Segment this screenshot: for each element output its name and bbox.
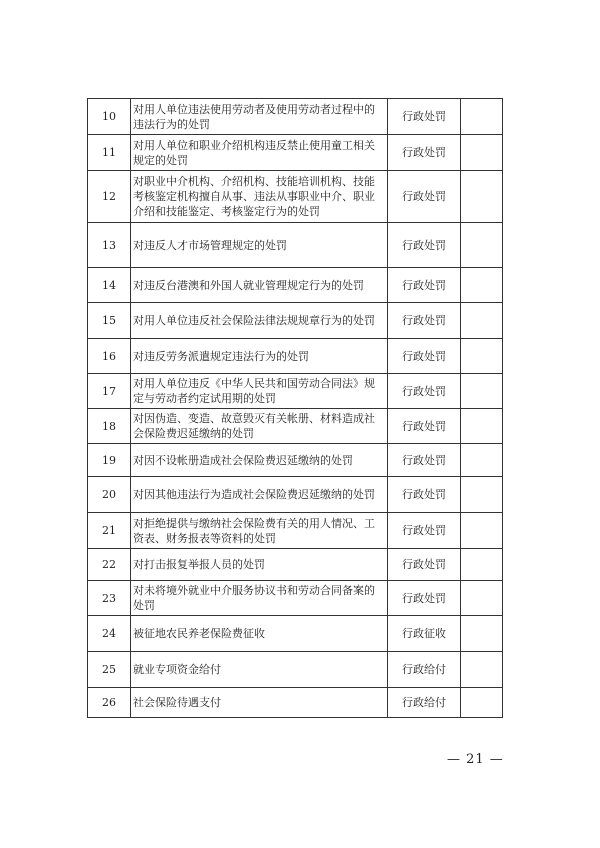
row-empty-cell: [461, 549, 503, 581]
row-empty-cell: [461, 444, 503, 477]
table-row: [88, 374, 503, 409]
row-item-text: 对因不设帐册造成社会保险费迟延缴纳的处罚: [133, 453, 353, 467]
row-number: 13: [88, 223, 131, 268]
row-empty-cell: [461, 513, 503, 549]
row-empty-cell: [461, 268, 503, 303]
row-number: 22: [88, 549, 131, 581]
row-empty-cell: [461, 616, 503, 652]
row-item-cell: [131, 374, 388, 409]
row-item-cell: [131, 581, 388, 616]
row-item-text: 对打击报复举报人员的处罚: [133, 558, 265, 571]
row-empty-cell: [461, 303, 503, 339]
row-type: 行政处罚: [388, 303, 461, 339]
row-item-text: 对用人单位违反社会保险法律法规规章行为的处罚: [133, 314, 375, 327]
table-row: [88, 223, 503, 268]
row-item-cell: [131, 339, 388, 374]
row-empty-cell: [461, 688, 503, 718]
row-item-cell: [131, 444, 388, 477]
row-item-cell: [131, 223, 388, 268]
row-empty-cell: [461, 339, 503, 374]
row-type: 行政处罚: [388, 339, 461, 374]
row-item-text: 对违反劳务派遣规定违法行为的处罚: [133, 349, 309, 363]
row-number: 21: [88, 513, 131, 549]
row-number: 26: [88, 688, 131, 718]
row-type: 行政处罚: [388, 444, 461, 477]
row-item-cell: [131, 477, 388, 513]
row-empty-cell: [461, 409, 503, 444]
row-item-text: 对因其他违法行为造成社会保险费迟延缴纳的处罚: [133, 488, 375, 501]
row-empty-cell: [461, 581, 503, 616]
row-item-text: 就业专项资金给付: [133, 663, 221, 676]
table-row: [88, 135, 503, 171]
row-type: 行政给付: [388, 652, 461, 688]
row-item-text: 对用人单位违法使用劳动者及使用劳动者过程中的违法行为的处罚: [133, 102, 375, 131]
row-number: 11: [88, 135, 131, 171]
row-empty-cell: [461, 135, 503, 171]
row-number: 14: [88, 268, 131, 303]
row-type: 行政处罚: [388, 268, 461, 303]
row-item-text: 社会保险待遇支付: [133, 696, 221, 709]
row-number: 17: [88, 374, 131, 409]
row-type: 行政处罚: [388, 477, 461, 513]
row-item-cell: [131, 652, 388, 688]
row-item-text: 对违反人才市场管理规定的处罚: [133, 238, 287, 252]
row-item-text: 被征地农民养老保险费征收: [133, 627, 265, 640]
row-item-text: 对因伪造、变造、故意毁灭有关帐册、材料造成社会保险费迟延缴纳的处罚: [133, 412, 375, 440]
row-empty-cell: [461, 171, 503, 223]
row-type: 行政处罚: [388, 581, 461, 616]
row-type: 行政处罚: [388, 171, 461, 223]
row-empty-cell: [461, 374, 503, 409]
row-item-cell: [131, 549, 388, 581]
row-item-cell: [131, 268, 388, 303]
table-row: [88, 409, 503, 444]
row-item-cell: [131, 303, 388, 339]
row-empty-cell: [461, 223, 503, 268]
table-row: [88, 616, 503, 652]
row-number: 15: [88, 303, 131, 339]
row-empty-cell: [461, 99, 503, 135]
table-row: [88, 549, 503, 581]
row-item-cell: [131, 616, 388, 652]
table-row: [88, 303, 503, 339]
row-number: 24: [88, 616, 131, 652]
row-type: 行政给付: [388, 688, 461, 718]
table-row: [88, 339, 503, 374]
row-item-text: 对用人单位违反《中华人民共和国劳动合同法》规定与劳动者约定试用期的处罚: [133, 377, 375, 405]
row-type: 行政处罚: [388, 409, 461, 444]
row-number: 12: [88, 171, 131, 223]
row-empty-cell: [461, 477, 503, 513]
table-row: [88, 99, 503, 135]
item-list-table: [87, 98, 503, 718]
row-item-text: 对拒绝提供与缴纳社会保险费有关的用人情况、工资表、财务报表等资料的处罚: [133, 516, 375, 545]
row-type: 行政征收: [388, 616, 461, 652]
table-body: [88, 99, 503, 718]
row-item-cell: [131, 513, 388, 549]
row-type: 行政处罚: [388, 549, 461, 581]
row-number: 19: [88, 444, 131, 477]
row-type: 行政处罚: [388, 374, 461, 409]
table-row: [88, 688, 503, 718]
row-item-text: 对用人单位和职业介绍机构违反禁止使用童工相关规定的处罚: [133, 138, 375, 167]
row-number: 23: [88, 581, 131, 616]
row-number: 20: [88, 477, 131, 513]
row-empty-cell: [461, 652, 503, 688]
row-item-cell: [131, 688, 388, 718]
table-row: [88, 652, 503, 688]
table-row: [88, 581, 503, 616]
table-row: [88, 171, 503, 223]
row-number: 18: [88, 409, 131, 444]
row-number: 25: [88, 652, 131, 688]
row-type: 行政处罚: [388, 223, 461, 268]
table-row: [88, 513, 503, 549]
row-number: 10: [88, 99, 131, 135]
table-row: [88, 268, 503, 303]
row-type: 行政处罚: [388, 513, 461, 549]
row-item-text: 对违反台港澳和外国人就业管理规定行为的处罚: [133, 278, 364, 292]
row-item-cell: [131, 409, 388, 444]
row-item-cell: [131, 171, 388, 223]
row-item-text: 对职业中介机构、介绍机构、技能培训机构、技能考核鉴定机构擅自从事、违法从事职业中介、职业介绍和技能鉴定、考核鉴定行为的处罚: [133, 175, 375, 218]
row-item-cell: [131, 135, 388, 171]
row-number: 16: [88, 339, 131, 374]
row-item-text: 对未将境外就业中介服务协议书和劳动合同备案的处罚: [133, 584, 375, 612]
table-row: [88, 477, 503, 513]
row-type: 行政处罚: [388, 99, 461, 135]
row-type: 行政处罚: [388, 135, 461, 171]
page-number: — 21 —: [447, 752, 504, 767]
row-item-cell: [131, 99, 388, 135]
table-row: [88, 444, 503, 477]
